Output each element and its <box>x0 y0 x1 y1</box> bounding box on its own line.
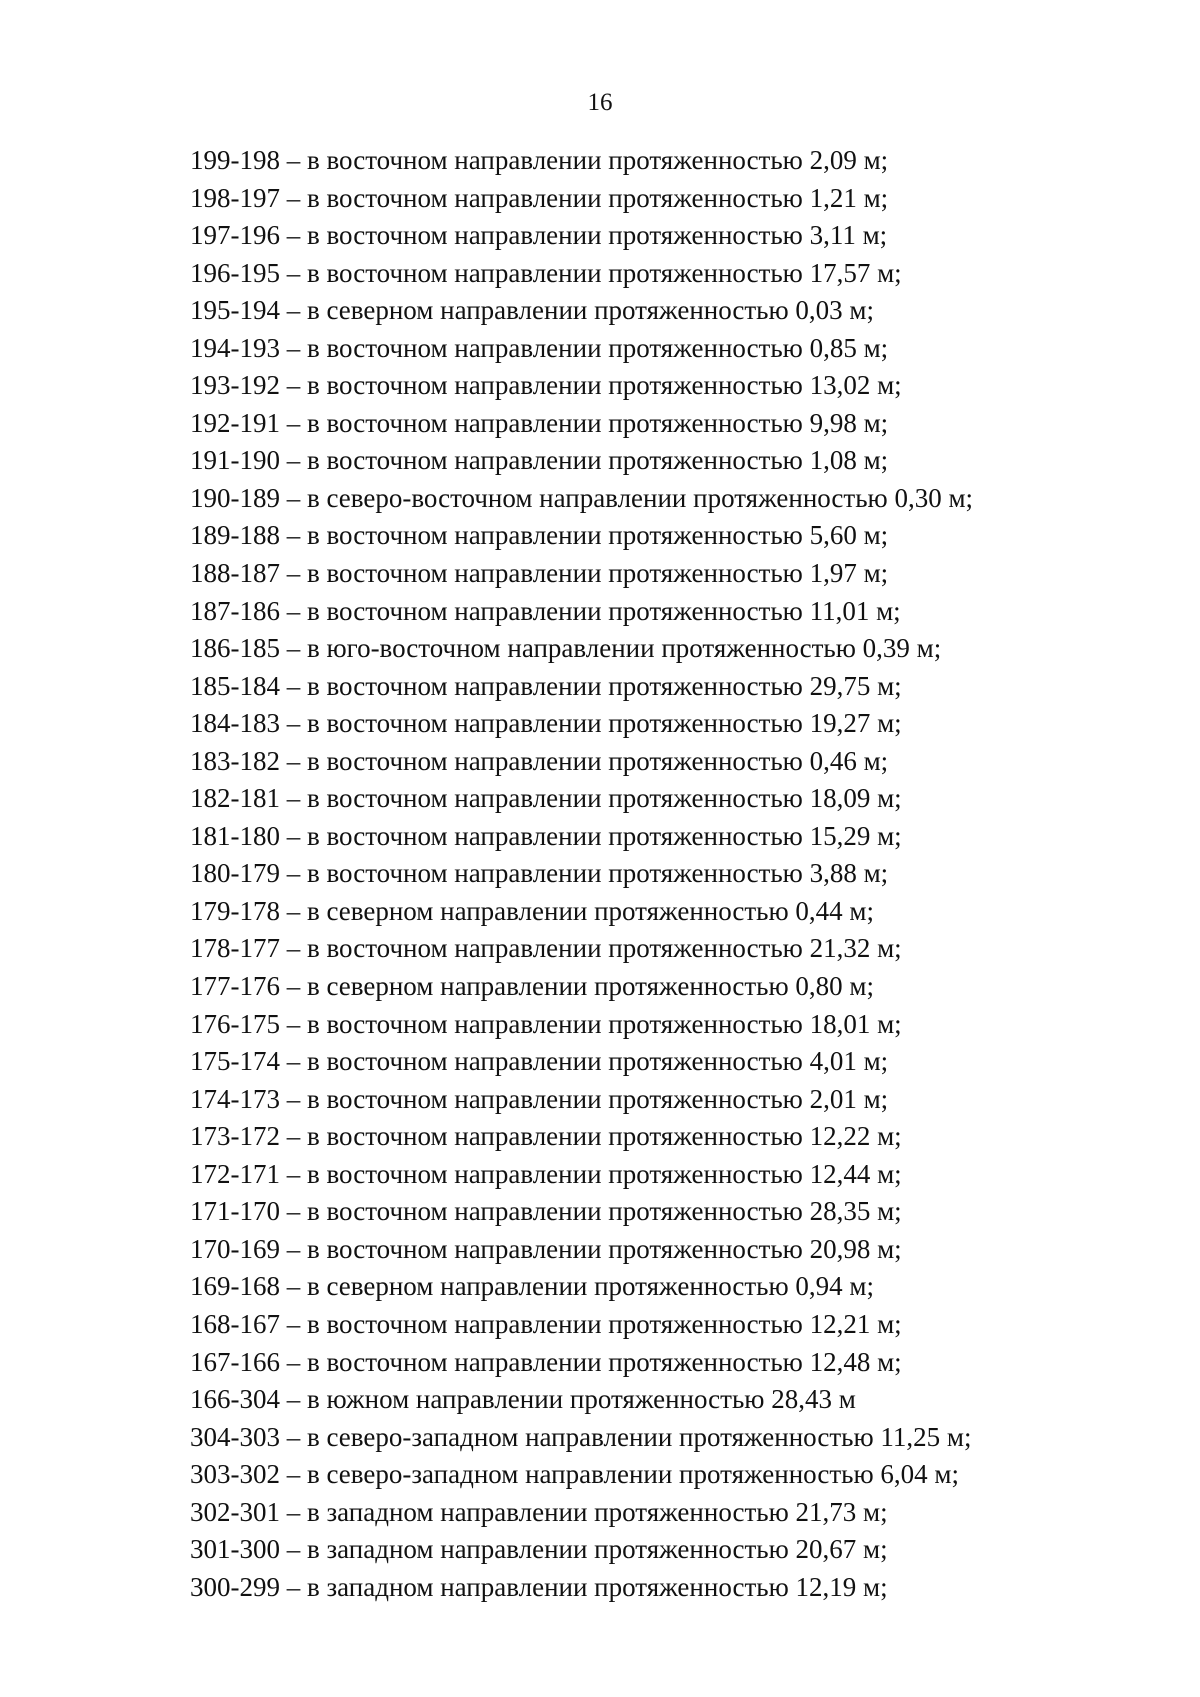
boundary-segment-line: 191-190 – в восточном направлении протяженностью 1,08 м; <box>190 445 889 476</box>
boundary-segment-line: 175-174 – в восточном направлении протяженностью 4,01 м; <box>190 1046 889 1077</box>
boundary-segment-line: 190-189 – в северо-восточном направлении протяженностью 0,30 м; <box>190 482 974 513</box>
boundary-segment-line: 192-191 – в восточном направлении протяженностью 9,98 м; <box>190 407 889 438</box>
boundary-segment-line: 302-301 – в западном направлении протяженностью 21,73 м; <box>190 1496 888 1527</box>
boundary-segment-line: 166-304 – в южном направлении протяженностью 28,43 м <box>190 1384 856 1415</box>
boundary-segment-line: 187-186 – в восточном направлении протяженностью 11,01 м; <box>190 595 901 626</box>
boundary-segment-line: 188-187 – в восточном направлении протяженностью 1,97 м; <box>190 558 889 589</box>
boundary-segment-list <box>190 142 973 1606</box>
boundary-segment-line: 170-169 – в восточном направлении протяженностью 20,98 м; <box>190 1233 902 1264</box>
boundary-segment-line: 179-178 – в северном направлении протяженностью 0,44 м; <box>190 895 875 926</box>
boundary-segment-line: 189-188 – в восточном направлении протяженностью 5,60 м; <box>190 520 889 551</box>
boundary-segment-line: 194-193 – в восточном направлении протяженностью 0,85 м; <box>190 332 889 363</box>
boundary-segment-line: 186-185 – в юго-восточном направлении протяженностью 0,39 м; <box>190 633 942 664</box>
boundary-segment-line: 301-300 – в западном направлении протяженностью 20,67 м; <box>190 1534 888 1565</box>
boundary-segment-line: 193-192 – в восточном направлении протяженностью 13,02 м; <box>190 370 902 401</box>
boundary-segment-line: 183-182 – в восточном направлении протяженностью 0,46 м; <box>190 745 889 776</box>
boundary-segment-line: 197-196 – в восточном направлении протяженностью 3,11 м; <box>190 220 888 251</box>
boundary-segment-line: 176-175 – в восточном направлении протяженностью 18,01 м; <box>190 1008 902 1039</box>
boundary-segment-line: 174-173 – в восточном направлении протяженностью 2,01 м; <box>190 1083 889 1114</box>
boundary-segment-line: 303-302 – в северо-западном направлении протяженностью 6,04 м; <box>190 1459 959 1490</box>
boundary-segment-line: 199-198 – в восточном направлении протяженностью 2,09 м; <box>190 145 889 175</box>
boundary-segment-line: 181-180 – в восточном направлении протяженностью 15,29 м; <box>190 820 902 851</box>
boundary-segment-line: 184-183 – в восточном направлении протяженностью 19,27 м; <box>190 708 902 739</box>
boundary-segment-line: 177-176 – в северном направлении протяженностью 0,80 м; <box>190 971 875 1002</box>
boundary-segment-line: 173-172 – в восточном направлении протяженностью 12,22 м; <box>190 1121 902 1152</box>
boundary-segment-line: 169-168 – в северном направлении протяженностью 0,94 м; <box>190 1271 875 1302</box>
boundary-segment-line: 185-184 – в восточном направлении протяженностью 29,75 м; <box>190 670 902 701</box>
boundary-segment-line: 195-194 – в северном направлении протяженностью 0,03 м; <box>190 295 875 326</box>
boundary-segment-line: 300-299 – в западном направлении протяженностью 12,19 м; <box>190 1571 888 1602</box>
boundary-segment-line: 304-303 – в северо-западном направлении протяженностью 11,25 м; <box>190 1421 972 1452</box>
page-number: 16 <box>587 89 613 116</box>
boundary-segment-line: 196-195 – в восточном направлении протяженностью 17,57 м; <box>190 257 902 288</box>
boundary-segment-line: 168-167 – в восточном направлении протяженностью 12,21 м; <box>190 1308 902 1339</box>
boundary-segment-line: 178-177 – в восточном направлении протяженностью 21,32 м; <box>190 933 902 964</box>
boundary-segment-line: 171-170 – в восточном направлении протяженностью 28,35 м; <box>190 1196 902 1227</box>
boundary-segment-line: 172-171 – в восточном направлении протяженностью 12,44 м; <box>190 1158 902 1189</box>
boundary-segment-line: 198-197 – в восточном направлении протяженностью 1,21 м; <box>190 182 889 213</box>
boundary-segment-line: 180-179 – в восточном направлении протяженностью 3,88 м; <box>190 858 889 889</box>
boundary-segment-line: 167-166 – в восточном направлении протяженностью 12,48 м; <box>190 1346 902 1377</box>
boundary-segment-line: 182-181 – в восточном направлении протяженностью 18,09 м; <box>190 783 902 814</box>
